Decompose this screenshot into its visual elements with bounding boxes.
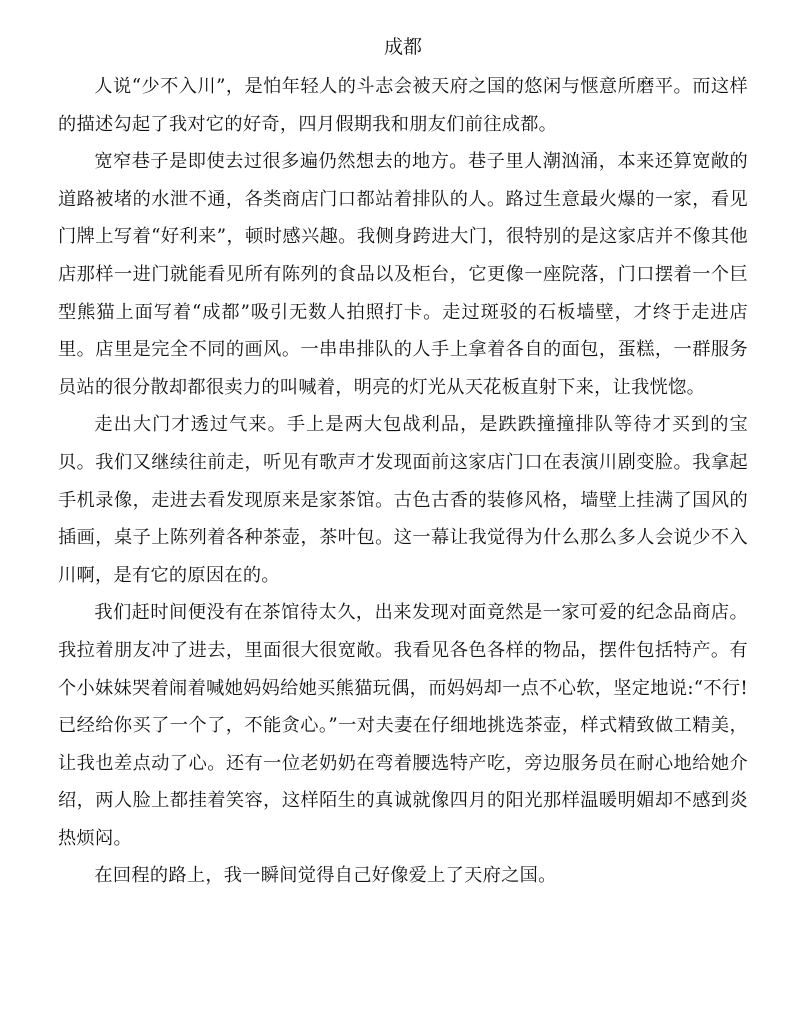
essay-title: 成都	[383, 36, 422, 58]
essay-paragraph-1: 人说“少不入川”，是怕年轻人的斗志会被天府之国的悠闲与惬意所磨平。而这样的描述勾起了我对它的好奇，四月假期我和朋友们前往成都。	[58, 76, 748, 135]
essay-paragraph-2: 宽窄巷子是即使去过很多遍仍然想去的地方。巷子里人潮汹涌，本来还算宽敞的道路被堵的水泄不通，各类商店门口都站着排队的人。路过生意最火爆的一家，看见门牌上写着“好利来”，顿时感兴趣。我侧身跨进大门，很特别的是这家店并不像其他店那样一进门就能看见所有陈列的食品以及柜台，它更像一座院落，门口摆着一个巨型熊猫上面写着“成都”吸引无数人拍照打卡。走过斑驳的石板墙壁，才终于走进店里。店里是完全不同的画风。一串串排队的人手上拿着各自的面包，蛋糕，一群服务员站的很分散却都很卖力的叫喊着，明亮的灯光从天花板直射下来，让我恍惚。	[58, 151, 748, 398]
essay-page	[58, 30, 748, 895]
essay-paragraph-5: 在回程的路上，我一瞬间觉得自己好像爱上了天府之国。	[94, 865, 557, 887]
essay-paragraph-4: 我们赶时间便没有在茶馆待太久，出来发现对面竟然是一家可爱的纪念品商店。我拉着朋友冲了进去，里面很大很宽敞。我看见各色各样的物品，摆件包括特产。有个小妹妹哭着闹着喊她妈妈给她买熊猫玩偶，而妈妈却一点不心软，坚定地说:“不行!已经给你买了一个了，不能贪心。”一对夫妻在仔细地挑选茶壶，样式精致做工精美，让我也差点动了心。还有一位老奶奶在弯着腰选特产吃，旁边服务员在耐心地给她介绍，两人脸上都挂着笑容，这样陌生的真诚就像四月的阳光那样温暖明媚却不感到炎热烦闷。	[58, 602, 748, 849]
essay-paragraph-3: 走出大门才透过气来。手上是两大包战利品，是跌跌撞撞排队等待才买到的宝贝。我们又继续往前走，听见有歌声才发现面前这家店门口在表演川剧变脸。我拿起手机录像，走进去看发现原来是家茶馆。古色古香的装修风格，墙壁上挂满了国风的插画，桌子上陈列着各种茶壶，茶叶包。这一幕让我觉得为什么那么多人会说少不入川啊，是有它的原因在的。	[58, 414, 748, 586]
